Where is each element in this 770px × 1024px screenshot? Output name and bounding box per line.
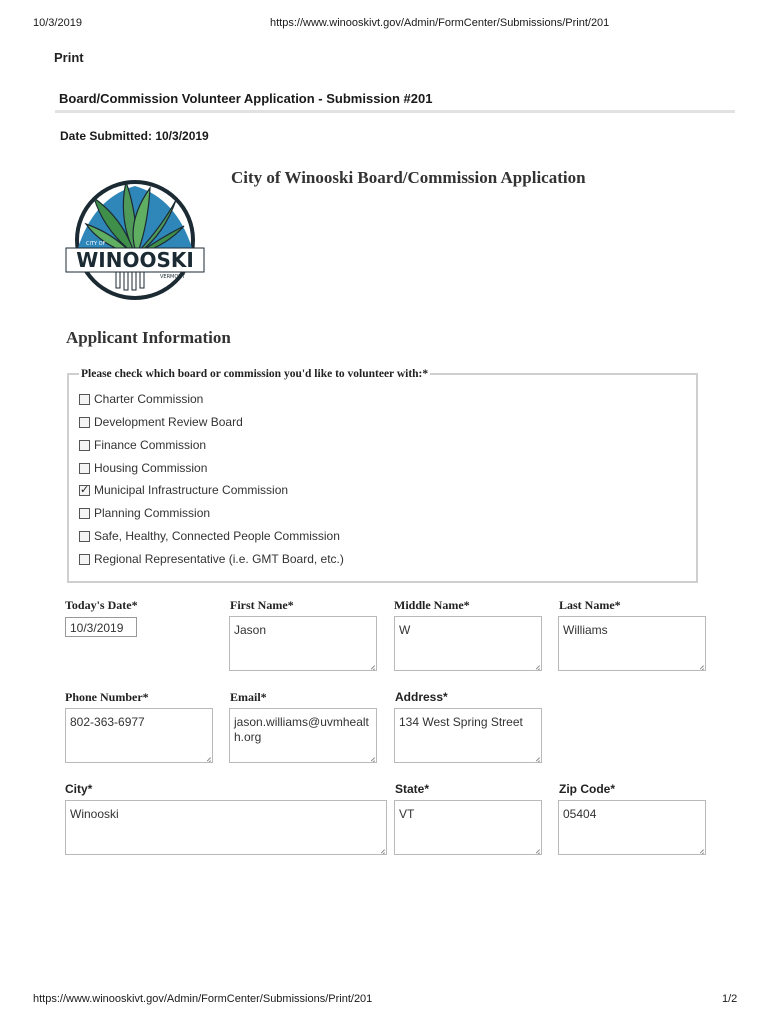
middle-name-label: Middle Name* <box>394 598 470 612</box>
title-divider <box>55 110 735 113</box>
logo-vermont: VERMONT <box>160 274 186 280</box>
resize-grip-icon[interactable] <box>377 845 385 853</box>
resize-grip-icon[interactable] <box>367 753 375 761</box>
city-label: City* <box>65 782 93 796</box>
email-field[interactable] <box>229 708 377 763</box>
logo-wordmark: WINOOSKI <box>76 248 194 272</box>
checkbox[interactable] <box>79 463 90 474</box>
state-label: State* <box>395 782 430 796</box>
first-name-label: First Name* <box>230 598 294 612</box>
checkbox[interactable] <box>79 485 90 496</box>
phone-label: Phone Number* <box>65 690 149 704</box>
print-header-url: https://www.winooskivt.gov/Admin/FormCenter/Submissions/Print/201 <box>270 17 610 29</box>
board-option[interactable] <box>79 528 340 544</box>
board-option[interactable] <box>79 437 206 453</box>
board-option-label: Finance Commission <box>94 438 207 452</box>
board-option-label: Regional Representative (i.e. GMT Board, etc.) <box>94 552 344 566</box>
middle-name-field[interactable] <box>394 616 542 671</box>
logo-city-of: CITY OF <box>86 241 106 247</box>
print-header-date: 10/3/2019 <box>33 17 82 29</box>
date-submitted: Date Submitted: 10/3/2019 <box>60 129 209 143</box>
first-name-field[interactable] <box>229 616 377 671</box>
city-field[interactable] <box>65 800 387 855</box>
last-name-value: Williams <box>563 623 608 637</box>
winooski-seal-logo <box>64 178 206 306</box>
email-value: jason.williams@uvmhealth.org <box>234 715 369 744</box>
print-footer-url: https://www.winooskivt.gov/Admin/FormCenter/Submissions/Print/201 <box>33 993 373 1005</box>
print-link[interactable]: Print <box>54 50 84 65</box>
applicant-information-heading: Applicant Information <box>66 328 231 347</box>
checkbox[interactable] <box>79 417 90 428</box>
resize-grip-icon[interactable] <box>367 661 375 669</box>
board-option[interactable] <box>79 551 344 567</box>
board-option[interactable] <box>79 391 203 407</box>
checkbox[interactable] <box>79 440 90 451</box>
form-title: Board/Commission Volunteer Application - Submission #201 <box>59 91 433 106</box>
todays-date-field[interactable]: 10/3/2019 <box>65 617 137 637</box>
address-value: 134 West Spring Street <box>399 715 523 729</box>
board-option[interactable] <box>79 460 207 476</box>
resize-grip-icon[interactable] <box>696 845 704 853</box>
board-option-label: Municipal Infrastructure Commission <box>94 483 289 497</box>
resize-grip-icon[interactable] <box>532 753 540 761</box>
checkbox[interactable] <box>79 394 90 405</box>
application-heading: City of Winooski Board/Commission Application <box>231 168 586 187</box>
board-option-label: Development Review Board <box>94 415 243 429</box>
resize-grip-icon[interactable] <box>203 753 211 761</box>
city-value: Winooski <box>70 807 119 821</box>
address-field[interactable] <box>394 708 542 763</box>
board-option[interactable] <box>79 505 210 521</box>
checkbox[interactable] <box>79 508 90 519</box>
phone-field[interactable] <box>65 708 213 763</box>
resize-grip-icon[interactable] <box>532 845 540 853</box>
state-value: VT <box>399 807 415 821</box>
board-option-label: Housing Commission <box>94 461 208 475</box>
zip-field[interactable] <box>558 800 706 855</box>
resize-grip-icon[interactable] <box>532 661 540 669</box>
board-option[interactable] <box>79 482 288 498</box>
resize-grip-icon[interactable] <box>696 661 704 669</box>
zip-label: Zip Code* <box>559 782 615 796</box>
board-option[interactable] <box>79 414 243 430</box>
phone-value: 802-363-6977 <box>70 715 145 729</box>
first-name-value: Jason <box>234 623 267 637</box>
checkbox[interactable] <box>79 554 90 565</box>
email-label: Email* <box>230 690 267 704</box>
boards-legend: Please check which board or commission you'd like to volunteer with:* <box>81 368 429 380</box>
last-name-field[interactable] <box>558 616 706 671</box>
checkbox[interactable] <box>79 531 90 542</box>
print-footer-page: 1/2 <box>722 993 738 1005</box>
board-option-label: Planning Commission <box>94 506 211 520</box>
board-option-label: Charter Commission <box>94 392 204 406</box>
middle-name-value: W <box>399 623 411 637</box>
last-name-label: Last Name* <box>559 598 621 612</box>
todays-date-label: Today's Date* <box>65 598 138 612</box>
board-option-label: Safe, Healthy, Connected People Commission <box>94 529 340 543</box>
zip-value: 05404 <box>563 807 597 821</box>
state-field[interactable] <box>394 800 542 855</box>
address-label: Address* <box>395 690 448 704</box>
